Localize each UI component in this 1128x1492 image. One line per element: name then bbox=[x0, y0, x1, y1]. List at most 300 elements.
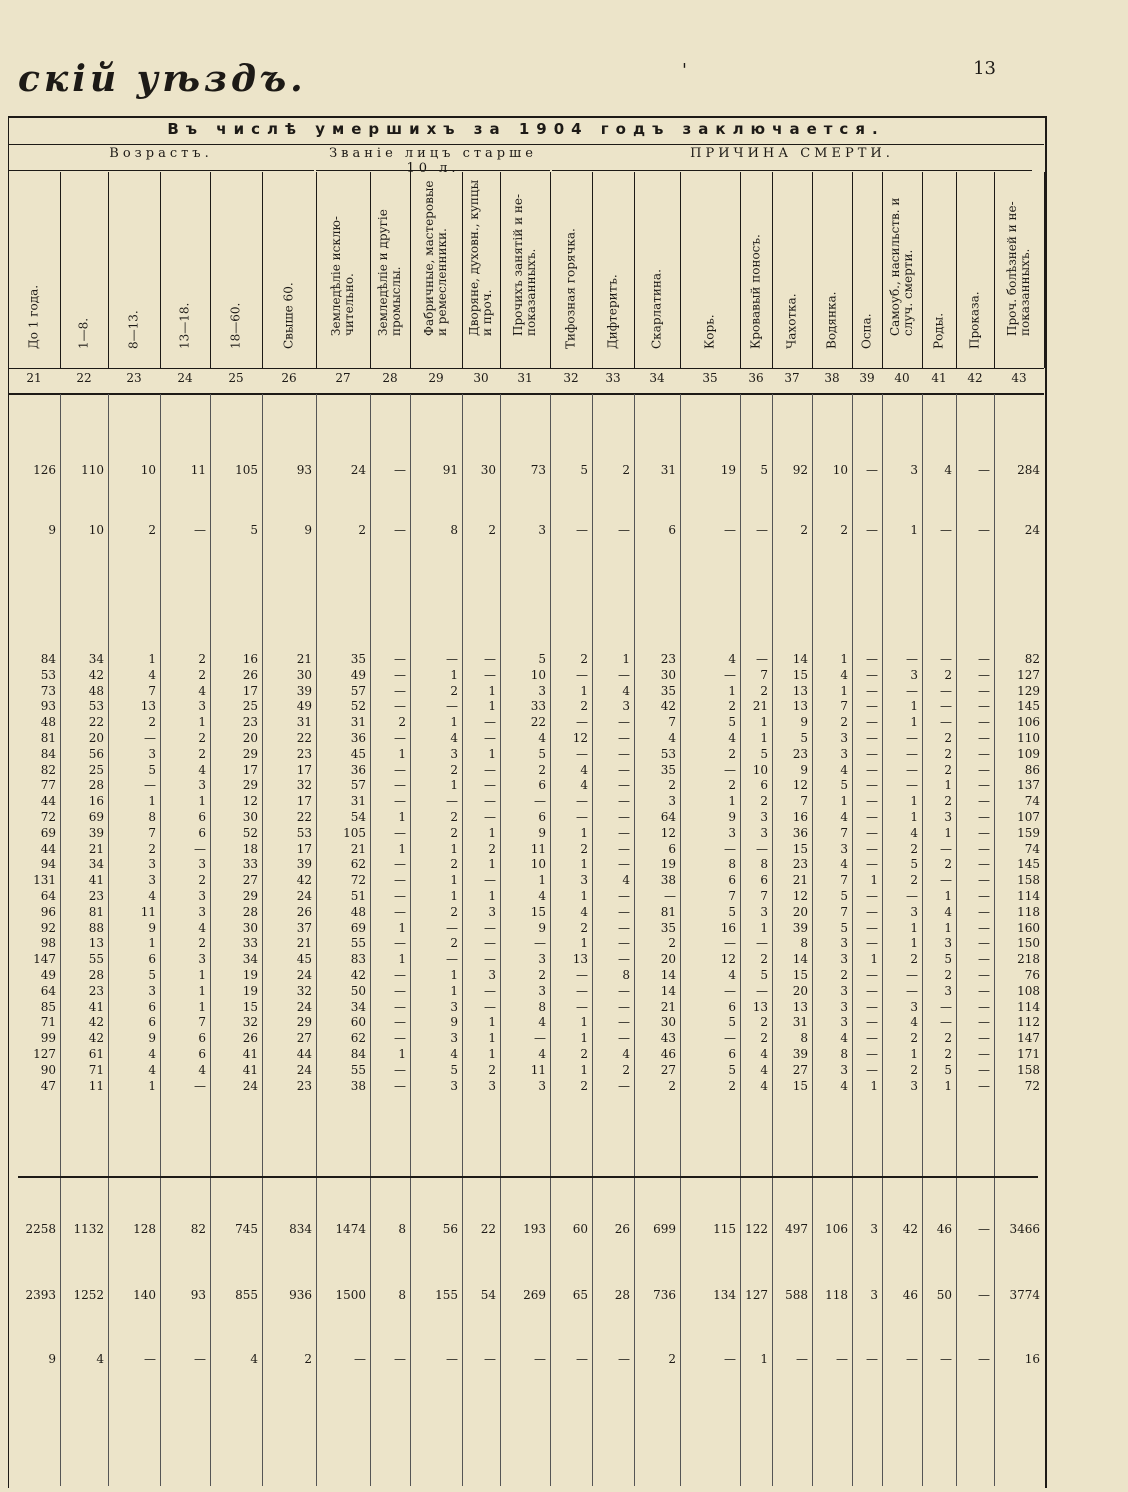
table-cell: — bbox=[618, 794, 630, 809]
table-cell: — bbox=[484, 731, 496, 745]
table-cell: 96 bbox=[40, 904, 56, 919]
table-cell: — bbox=[394, 968, 406, 982]
table-cell: — bbox=[978, 1352, 990, 1366]
table-cell: 2 bbox=[910, 841, 918, 856]
table-cell: 1 bbox=[944, 920, 952, 935]
table-cell: 53 bbox=[660, 746, 676, 761]
table-cell: 28 bbox=[88, 778, 104, 793]
table-cell: — bbox=[446, 920, 458, 935]
table-cell: 284 bbox=[1017, 463, 1040, 477]
table-cell: 9 bbox=[304, 523, 312, 537]
table-cell: — bbox=[618, 1031, 630, 1046]
table-cell: — bbox=[940, 841, 952, 856]
table-cell: 11 bbox=[88, 1078, 104, 1093]
table-cell: — bbox=[724, 841, 736, 856]
table-cell: 2 bbox=[944, 762, 952, 777]
table-cell: 1 bbox=[870, 1078, 878, 1093]
table-cell: — bbox=[978, 683, 990, 698]
table-cell: 57 bbox=[350, 778, 366, 793]
table-cell: — bbox=[618, 667, 630, 682]
table-cell: 105 bbox=[343, 825, 366, 840]
table-cell: 5 bbox=[148, 968, 156, 982]
table-cell: 35 bbox=[660, 683, 676, 698]
table-cell: — bbox=[394, 857, 406, 872]
table-cell: 1 bbox=[944, 778, 952, 793]
table-cell: 5 bbox=[728, 904, 736, 919]
table-cell: 23 bbox=[296, 746, 312, 761]
table-cell: 2 bbox=[450, 683, 458, 698]
table-cell: 2 bbox=[760, 794, 768, 809]
table-cell: 2 bbox=[944, 1031, 952, 1046]
table-cell: 3 bbox=[840, 841, 848, 856]
table-cell: — bbox=[484, 936, 496, 951]
table-cell: 1 bbox=[450, 667, 458, 682]
table-cell: 1 bbox=[398, 746, 406, 761]
table-cell: 1 bbox=[728, 794, 736, 809]
table-cell: — bbox=[978, 1078, 990, 1093]
table-cell: 3 bbox=[198, 952, 206, 967]
table-cell: 7 bbox=[668, 715, 676, 730]
table-cell: 21 bbox=[350, 841, 366, 856]
table-cell: 31 bbox=[660, 463, 676, 477]
table-cell: 4 bbox=[728, 731, 736, 745]
table-cell: 3 bbox=[538, 1078, 546, 1093]
table-cell: 23 bbox=[792, 746, 808, 761]
table-cell: 35 bbox=[350, 652, 366, 666]
table-cell: — bbox=[618, 523, 630, 537]
table-cell: 5 bbox=[944, 1062, 952, 1077]
table-cell: 50 bbox=[350, 983, 366, 998]
table-cell: 127 bbox=[33, 1047, 56, 1061]
table-cell: 7 bbox=[800, 794, 808, 809]
table-cell: 4 bbox=[148, 889, 156, 903]
table-cell: 21 bbox=[660, 999, 676, 1014]
table-cell: 147 bbox=[1017, 1031, 1040, 1046]
table-cell: 1 bbox=[450, 873, 458, 888]
table-cell: — bbox=[484, 983, 496, 998]
table-cell: — bbox=[866, 857, 878, 872]
table-cell: — bbox=[866, 1047, 878, 1061]
table-cell: 47 bbox=[40, 1078, 56, 1093]
table-cell: 106 bbox=[825, 1222, 848, 1236]
table-cell: 74 bbox=[1024, 841, 1040, 856]
table-cell: — bbox=[576, 968, 588, 982]
table-cell: — bbox=[978, 1047, 990, 1061]
table-cell: 5 bbox=[538, 652, 546, 666]
column-header-34 bbox=[634, 172, 681, 368]
column-label-40: Самоуб., насильств. и случ. смерти. bbox=[888, 197, 915, 336]
table-cell: 22 bbox=[480, 1222, 496, 1236]
table-cell: 13 bbox=[140, 699, 156, 714]
table-cell: 1474 bbox=[335, 1222, 366, 1236]
table-cell: 15 bbox=[242, 999, 258, 1014]
table-cell: 30 bbox=[660, 667, 676, 682]
table-cell: — bbox=[978, 715, 990, 730]
table-cell: 14 bbox=[792, 652, 808, 666]
column-header-28 bbox=[370, 172, 411, 368]
table-cell: 42 bbox=[88, 1031, 104, 1046]
table-cell: 49 bbox=[40, 968, 56, 982]
table-cell: — bbox=[194, 841, 206, 856]
table-cell: 2 bbox=[944, 857, 952, 872]
table-cell: — bbox=[906, 762, 918, 777]
table-cell: — bbox=[394, 463, 406, 477]
table-cell: 3 bbox=[840, 999, 848, 1014]
table-cell: 10 bbox=[88, 523, 104, 537]
column-number-34: 34 bbox=[649, 371, 665, 385]
table-cell: — bbox=[866, 889, 878, 903]
table-cell: 3 bbox=[728, 825, 736, 840]
table-cell: 3 bbox=[944, 936, 952, 951]
table-cell: — bbox=[906, 731, 918, 745]
table-cell: — bbox=[978, 794, 990, 809]
group-occupation: Званіе лицъ старше 10 л. bbox=[316, 146, 550, 171]
table-cell: — bbox=[618, 778, 630, 793]
table-cell: 62 bbox=[350, 1031, 366, 1046]
table-cell: 3 bbox=[840, 746, 848, 761]
table-cell: 27 bbox=[296, 1031, 312, 1046]
table-cell: 3 bbox=[760, 810, 768, 824]
table-cell: 588 bbox=[785, 1288, 808, 1302]
column-label-21: До 1 года. bbox=[26, 284, 41, 349]
table-cell: 42 bbox=[88, 667, 104, 682]
table-cell: — bbox=[446, 1352, 458, 1366]
table-cell: 36 bbox=[350, 731, 366, 745]
table-cell: 2 bbox=[622, 463, 630, 477]
column-number-30: 30 bbox=[473, 371, 489, 385]
table-cell: 5 bbox=[840, 920, 848, 935]
table-cell: 45 bbox=[350, 746, 366, 761]
table-cell: — bbox=[978, 731, 990, 745]
table-cell: 4 bbox=[728, 652, 736, 666]
table-cell: 1 bbox=[728, 683, 736, 698]
table-cell: 2 bbox=[728, 1078, 736, 1093]
table-cell: — bbox=[940, 1352, 952, 1366]
table-cell: 2 bbox=[668, 1352, 676, 1366]
table-cell: 1 bbox=[580, 857, 588, 872]
table-cell: 1 bbox=[580, 1062, 588, 1077]
table-cell: — bbox=[978, 1288, 990, 1302]
table-cell: — bbox=[724, 983, 736, 998]
table-cell: 3 bbox=[148, 983, 156, 998]
table-cell: 20 bbox=[88, 731, 104, 745]
table-cell: 1252 bbox=[73, 1288, 104, 1302]
table-cell: 9 bbox=[148, 920, 156, 935]
table-cell: 64 bbox=[40, 983, 56, 998]
table-cell: — bbox=[144, 731, 156, 745]
table-cell: 5 bbox=[760, 968, 768, 982]
column-number-33: 33 bbox=[605, 371, 621, 385]
table-cell: 158 bbox=[1017, 1062, 1040, 1077]
table-cell: — bbox=[394, 983, 406, 998]
table-cell: — bbox=[618, 1015, 630, 1030]
table-cell: — bbox=[394, 699, 406, 714]
table-cell: — bbox=[906, 1352, 918, 1366]
table-cell: — bbox=[866, 904, 878, 919]
table-cell: — bbox=[866, 1015, 878, 1030]
table-cell: 21 bbox=[296, 936, 312, 951]
table-cell: 5 bbox=[800, 731, 808, 745]
table-cell: 193 bbox=[523, 1222, 546, 1236]
table-cell: 23 bbox=[242, 715, 258, 730]
table-cell: 72 bbox=[1024, 1078, 1040, 1093]
column-number-row bbox=[8, 368, 1044, 395]
table-cell: — bbox=[618, 762, 630, 777]
table-cell: 2 bbox=[910, 1062, 918, 1077]
table-cell: 1 bbox=[760, 1352, 768, 1366]
table-cell: 16 bbox=[720, 920, 736, 935]
table-cell: 3 bbox=[840, 936, 848, 951]
table-cell: 128 bbox=[133, 1222, 156, 1236]
table-cell: 20 bbox=[660, 952, 676, 967]
table-cell: 6 bbox=[198, 1047, 206, 1061]
table-cell: 54 bbox=[350, 810, 366, 824]
table-cell: 2 bbox=[148, 715, 156, 730]
table-cell: 218 bbox=[1017, 952, 1040, 967]
table-cell: 7 bbox=[840, 699, 848, 714]
column-label-31: Прочихъ занятій и не- показанныхъ. bbox=[511, 193, 538, 336]
table-cell: 92 bbox=[792, 463, 808, 477]
table-cell: — bbox=[618, 715, 630, 730]
table-cell: 1 bbox=[870, 952, 878, 967]
table-cell: 6 bbox=[668, 523, 676, 537]
table-cell: 4 bbox=[198, 920, 206, 935]
table-cell: 1 bbox=[760, 920, 768, 935]
table-cell: 8 bbox=[800, 1031, 808, 1046]
table-cell: 3 bbox=[148, 746, 156, 761]
table-cell: 4 bbox=[840, 1078, 848, 1093]
table-cell: 26 bbox=[296, 904, 312, 919]
table-cell: 49 bbox=[296, 699, 312, 714]
table-cell: 1 bbox=[450, 778, 458, 793]
table-cell: 3 bbox=[538, 983, 546, 998]
column-number-23: 23 bbox=[126, 371, 142, 385]
table-cell: 1 bbox=[398, 810, 406, 824]
table-cell: 56 bbox=[88, 746, 104, 761]
table-cell: 9 bbox=[48, 1352, 56, 1366]
table-cell: 171 bbox=[1017, 1047, 1040, 1061]
table-cell: — bbox=[836, 1352, 848, 1366]
table-cell: 6 bbox=[148, 952, 156, 967]
table-cell: 269 bbox=[523, 1288, 546, 1302]
table-cell: — bbox=[866, 1031, 878, 1046]
column-number-32: 32 bbox=[563, 371, 579, 385]
table-cell: 82 bbox=[40, 762, 56, 777]
table-cell: 3 bbox=[148, 873, 156, 888]
table-cell: 35 bbox=[660, 920, 676, 935]
table-cell: — bbox=[906, 983, 918, 998]
table-cell: 42 bbox=[88, 1015, 104, 1030]
table-cell: — bbox=[576, 715, 588, 730]
table-cell: — bbox=[618, 857, 630, 872]
table-cell: 99 bbox=[40, 1031, 56, 1046]
table-cell: 46 bbox=[902, 1288, 918, 1302]
table-cell: 9 bbox=[538, 825, 546, 840]
table-cell: 2 bbox=[398, 715, 406, 730]
table-cell: 2 bbox=[760, 1031, 768, 1046]
table-cell: 2 bbox=[760, 952, 768, 967]
table-cell: 110 bbox=[81, 463, 104, 477]
column-header-25 bbox=[210, 172, 263, 368]
table-cell: 9 bbox=[148, 1031, 156, 1046]
column-number-40: 40 bbox=[894, 371, 910, 385]
table-cell: 4 bbox=[148, 667, 156, 682]
table-cell: 43 bbox=[660, 1031, 676, 1046]
table-cell: 55 bbox=[88, 952, 104, 967]
table-cell: 19 bbox=[720, 463, 736, 477]
page-title: скій уѣздъ. bbox=[18, 58, 307, 100]
table-cell: 23 bbox=[660, 652, 676, 666]
table-cell: 160 bbox=[1017, 920, 1040, 935]
table-cell: 7 bbox=[760, 889, 768, 903]
table-cell: 4 bbox=[840, 762, 848, 777]
table-cell: 2 bbox=[198, 731, 206, 745]
table-cell: 1 bbox=[910, 810, 918, 824]
table-cell: 39 bbox=[792, 1047, 808, 1061]
table-cell: — bbox=[978, 873, 990, 888]
table-cell: 23 bbox=[88, 983, 104, 998]
table-cell: — bbox=[618, 810, 630, 824]
table-cell: 83 bbox=[350, 952, 366, 967]
table-cell: 6 bbox=[728, 999, 736, 1014]
table-cell: 1 bbox=[148, 936, 156, 951]
table-cell: — bbox=[484, 778, 496, 793]
table-cell: 35 bbox=[660, 762, 676, 777]
table-cell: 13 bbox=[792, 699, 808, 714]
table-cell: — bbox=[906, 889, 918, 903]
table-cell: — bbox=[756, 652, 768, 666]
table-cell: 27 bbox=[792, 1062, 808, 1077]
table-cell: — bbox=[576, 746, 588, 761]
table-cell: 31 bbox=[296, 715, 312, 730]
table-cell: 24 bbox=[296, 1062, 312, 1077]
table-cell: 24 bbox=[296, 999, 312, 1014]
table-cell: 29 bbox=[242, 778, 258, 793]
table-cell: 4 bbox=[580, 762, 588, 777]
table-cell: — bbox=[484, 762, 496, 777]
table-cell: — bbox=[978, 463, 990, 477]
table-cell: 145 bbox=[1017, 699, 1040, 714]
column-number-24: 24 bbox=[177, 371, 193, 385]
table-cell: 34 bbox=[350, 999, 366, 1014]
table-cell: 6 bbox=[728, 1047, 736, 1061]
table-cell: 4 bbox=[580, 778, 588, 793]
table-cell: 1 bbox=[198, 999, 206, 1014]
table-cell: 32 bbox=[296, 983, 312, 998]
table-cell: — bbox=[394, 778, 406, 793]
table-cell: 13 bbox=[572, 952, 588, 967]
table-cell: 2 bbox=[728, 778, 736, 793]
table-cell: — bbox=[756, 523, 768, 537]
table-cell: 53 bbox=[88, 699, 104, 714]
table-cell: 7 bbox=[760, 667, 768, 682]
column-label-30: Дворяне, духовн., купцы и проч. bbox=[467, 179, 494, 336]
table-cell: 6 bbox=[148, 999, 156, 1014]
table-cell: — bbox=[618, 746, 630, 761]
table-cell: 3 bbox=[910, 463, 918, 477]
table-cell: 24 bbox=[350, 463, 366, 477]
table-cell: 2 bbox=[304, 1352, 312, 1366]
column-header-22 bbox=[60, 172, 109, 368]
table-cell: — bbox=[394, 762, 406, 777]
table-cell: 3 bbox=[488, 1078, 496, 1093]
table-cell: 8 bbox=[840, 1047, 848, 1061]
table-cell: — bbox=[978, 999, 990, 1014]
table-cell: 1 bbox=[944, 825, 952, 840]
table-cell: 2 bbox=[198, 652, 206, 666]
table-cell: 155 bbox=[435, 1288, 458, 1302]
table-cell: 34 bbox=[88, 857, 104, 872]
table-cell: 1 bbox=[450, 841, 458, 856]
table-cell: — bbox=[866, 731, 878, 745]
table-cell: 4 bbox=[96, 1352, 104, 1366]
table-cell: 5 bbox=[250, 523, 258, 537]
table-cell: 20 bbox=[242, 731, 258, 745]
table-cell: 60 bbox=[572, 1222, 588, 1236]
group-age: Возрастъ. bbox=[8, 146, 314, 171]
table-cell: 19 bbox=[660, 857, 676, 872]
table-cell: 30 bbox=[242, 920, 258, 935]
table-cell: 60 bbox=[350, 1015, 366, 1030]
table-cell: 33 bbox=[242, 936, 258, 951]
table-cell: 8 bbox=[148, 810, 156, 824]
table-cell: 3 bbox=[148, 857, 156, 872]
table-cell: — bbox=[866, 968, 878, 982]
table-cell: 7 bbox=[728, 889, 736, 903]
table-cell: 4 bbox=[538, 1047, 546, 1061]
table-cell: — bbox=[618, 983, 630, 998]
table-cell: 1132 bbox=[73, 1222, 104, 1236]
table-cell: 1 bbox=[488, 1047, 496, 1061]
table-cell: 2 bbox=[450, 857, 458, 872]
table-cell: 1 bbox=[450, 715, 458, 730]
table-cell: 31 bbox=[350, 794, 366, 809]
table-cell: 4 bbox=[450, 731, 458, 745]
table-cell: — bbox=[756, 983, 768, 998]
table-cell: 4 bbox=[760, 1078, 768, 1093]
column-header-41 bbox=[922, 172, 957, 368]
table-cell: 5 bbox=[728, 1015, 736, 1030]
column-label-32: Тифозная горячка. bbox=[563, 228, 578, 349]
table-cell: 30 bbox=[660, 1015, 676, 1030]
page-mark: ' bbox=[682, 60, 687, 81]
table-cell: 48 bbox=[88, 683, 104, 698]
table-cell: 3 bbox=[198, 778, 206, 793]
table-cell: 5 bbox=[580, 463, 588, 477]
table-cell: 46 bbox=[936, 1222, 952, 1236]
table-cell: — bbox=[484, 1352, 496, 1366]
table-cell: — bbox=[866, 841, 878, 856]
table-cell: 46 bbox=[660, 1047, 676, 1061]
table-cell: 3 bbox=[760, 825, 768, 840]
table-cell: 5 bbox=[450, 1062, 458, 1077]
table-cell: 6 bbox=[668, 841, 676, 856]
column-number-39: 39 bbox=[859, 371, 875, 385]
table-cell: 21 bbox=[296, 652, 312, 666]
table-cell: 81 bbox=[40, 731, 56, 745]
table-cell: 1 bbox=[944, 1078, 952, 1093]
table-cell: 15 bbox=[792, 667, 808, 682]
table-cell: — bbox=[576, 999, 588, 1014]
table-cell: 7 bbox=[148, 825, 156, 840]
column-label-36: Кровавый поносъ. bbox=[748, 234, 763, 349]
table-cell: 1 bbox=[398, 841, 406, 856]
table-cell: — bbox=[618, 825, 630, 840]
table-cell: 4 bbox=[668, 731, 676, 745]
table-cell: — bbox=[394, 683, 406, 698]
table-cell: 94 bbox=[40, 857, 56, 872]
table-cell: — bbox=[484, 810, 496, 824]
